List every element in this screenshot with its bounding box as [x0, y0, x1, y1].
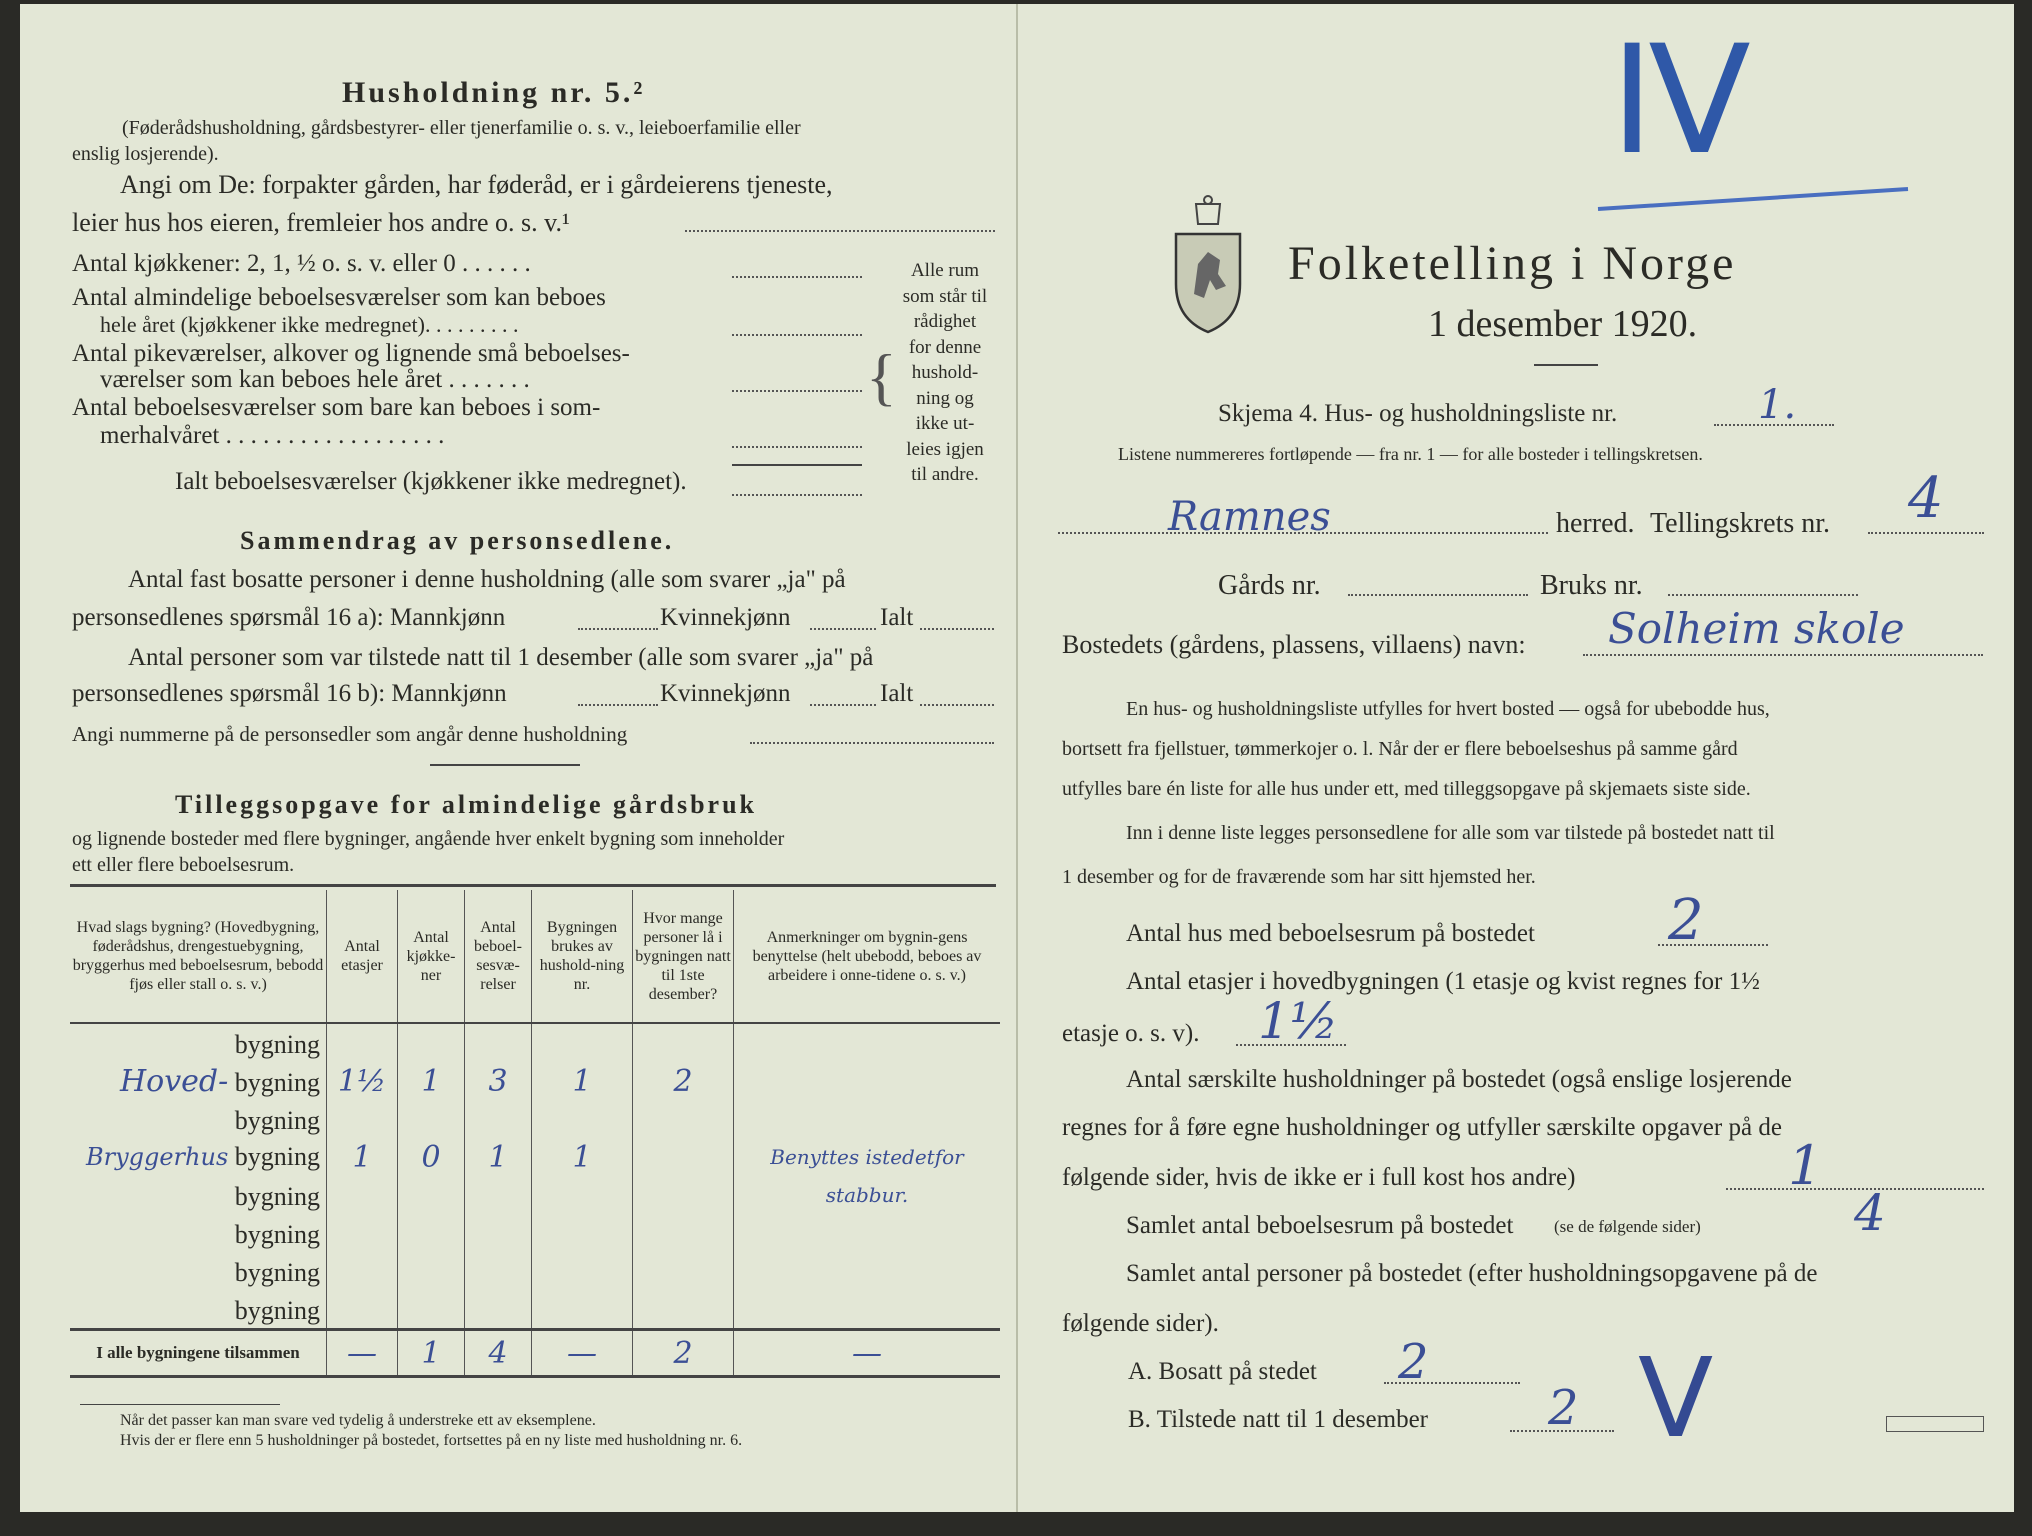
- table-row: bygning stabbur.: [70, 1176, 1000, 1214]
- fill-line-kjokkener: [732, 276, 862, 278]
- tellingskrets-nr: 4: [1908, 466, 1944, 531]
- side-note: Alle rum som står til rådighet for denne hushold- ning og ikke ut- leies igjen til andre.: [902, 260, 988, 485]
- intro-note-1: (Føderådshusholdning, gårdsbestyrer- eller tjenerfamilie o. s. v., leieboerfamilie eller: [122, 117, 801, 139]
- fill-line-ialt: [732, 494, 862, 496]
- roman-numeral: IV: [1610, 14, 1745, 188]
- angi-nummerne: Angi nummerne på de personsedler som angår denne husholdning: [72, 722, 628, 746]
- col-header-anmerkninger: Anmerkninger om bygnin-gens benyttelse (helt ubebodd, beboes av arbeidere i onne-tidene o. s. v.): [734, 890, 1001, 1023]
- summary-line-2: personsedlenes spørsmål 16 a): Mannkjønn: [72, 604, 506, 631]
- left-page: Husholdning nr. 5.² (Føderådshusholdning, gårdsbestyrer- eller tjenerfamilie o. s. v., leieboerfamilie eller enslig losjerende). Angi om De: forpakter gården, har føderåd, er i gårdeierens tjeneste, leier hus hos eieren, fremleier hos andre o. s. v.¹ Antal kjøkkener: 2, 1, ½ o. s. v. eller 0 . . . . . . Antal almindelige beboelsesværelser som kan beboes hele året (kjøkkener ikke medregnet). . . . . . . . . Antal pikeværelser, alkover og lignende små beboelses- værelser som kan beboes hele året . . . . . . . Antal beboelsesværelser som bare kan beboes i som- merhalvåret . . . . . . . . . . . . . . . . . . Ialt beboelsesværelser (kjøkkener ikke medregnet). { Alle rum som står til rådighet for denne hushold- ning og ikke ut- leies igjen til andre. Sammendrag av personsedlene. Antal fast bosatte personer i denne husholdning (alle som svarer „ja" på personsedlenes spørsmål 16 a): Mannkjønn Kvinnekjønn Ialt Antal personer som var tilstede natt til 1 desember (alle som svarer „ja" på personsedlenes spørsmål 16 b): Mannkjønn Kvinnekjønn Ialt Angi nummerne på de personsedler som angår denne husholdning Tilleggsopgave for almindelige gårdsbruk og lignende bosteder med flere bygninger, angående hver enkelt bygning som inneholder ett eller flere beboelsesrum. Hvad slags bygning? (Hovedbygning, føderådshus, drengestuebygning, bryggerhus med beboelsesrum, bebodd fjøs eller stall o. s. v.) Antal etasjer Antal kjøkke-ner Antal beboel-sesvæ-relser Bygningen brukes av hushold-ning nr. Hvor mange personer lå i bygningen natt til 1ste desember? Anmerkninger om bygnin-gens benyttelse (helt ubebodd, beboes av arbeidere i onne-tidene o. s. v.) bygning Hoved- bygning 1½ 1 3 1 2 bygning Bryggerhus bygning 1 0 1 1 Benyttes istedetfor bygning stabbur. bygning bygning bygning I alle bygningene tilsammen — 1 4 — 2 — Når det passer kan man svare ved tydelig å understreke ett av eksemplene. Hvis der er flere enn 5 husholdninger på bostedet, fortsettes på en ny liste med husholdning nr. 6.: [20, 4, 1018, 1512]
- bosatt-label: A. Bosatt på stedet: [1128, 1358, 1317, 1385]
- instruction-4: Inn i denne liste legges personsedlene for alle som var tilstede på bostedet natt til: [1126, 822, 1775, 844]
- sarskilte-line-2: regnes for å føre egne husholdninger og utfyller særskilte opgaver på de: [1062, 1114, 1782, 1141]
- table-row: bygning: [70, 1023, 1000, 1062]
- coat-of-arms-icon: [1168, 194, 1248, 334]
- table-row: bygning: [70, 1100, 1000, 1138]
- sarskilte-value: 1: [1788, 1134, 1823, 1197]
- antal-hus-value: 2: [1668, 888, 1704, 953]
- census-title: Folketelling i Norge: [1288, 237, 1737, 290]
- antal-hus-label: Antal hus med beboelsesrum på bostedet: [1126, 920, 1535, 947]
- skjema-label: Skjema 4. Hus- og husholdningsliste nr.: [1218, 400, 1618, 427]
- etasjer-value: 1½: [1258, 992, 1339, 1050]
- room-line-5: værelser som kan beboes hele året . . . . . . .: [100, 366, 530, 393]
- samlet-pers-line-2: følgende sider).: [1062, 1310, 1219, 1337]
- table-row: bygning: [70, 1252, 1000, 1290]
- printer-stamp: [1886, 1416, 1984, 1432]
- ialt-label-a: Ialt: [880, 604, 914, 631]
- instruction-2: bortsett fra fjellstuer, tømmerkojer o. l. Når der er flere beboelseshus på samme gård: [1062, 738, 1738, 760]
- divider: [430, 764, 580, 766]
- household-title: Husholdning nr. 5.²: [342, 76, 646, 109]
- intro-note-2: enslig losjerende).: [72, 143, 219, 165]
- tilstede-value: 2: [1548, 1380, 1579, 1436]
- room-line-3: hele året (kjøkkener ikke medregnet). . . . . . . . .: [100, 312, 519, 337]
- col-header-kjokkener: Antal kjøkke-ner: [398, 890, 465, 1023]
- sum-rule: [732, 464, 862, 466]
- table-total-row: I alle bygningene tilsammen — 1 4 — 2 —: [70, 1330, 1000, 1377]
- angi-line-2: leier hus hos eieren, fremleier hos andre o. s. v.¹: [72, 208, 570, 237]
- footnote-1: Når det passer kan man svare ved tydelig å understreke ett av eksemplene.: [120, 1412, 596, 1429]
- col-header-personer: Hvor mange personer lå i bygningen natt til 1ste desember?: [633, 890, 734, 1023]
- instruction-1: En hus- og husholdningsliste utfylles for hvert bosted — også for ubebodde hus,: [1126, 698, 1770, 720]
- fill-line-pikevaerelser: [732, 390, 862, 392]
- right-page: [1018, 4, 2014, 1512]
- bruks-label: Bruks nr.: [1540, 570, 1643, 601]
- summary-line-4: personsedlenes spørsmål 16 b): Mannkjønn: [72, 680, 507, 707]
- herred-value: Ramnes: [1168, 494, 1331, 540]
- kvinnekjonn-label-b: Kvinnekjønn: [660, 680, 791, 707]
- gards-label: Gårds nr.: [1218, 570, 1321, 601]
- samlet-pers-line-1: Samlet antal personer på bostedet (efter husholdningsopgavene på de: [1126, 1260, 1818, 1287]
- instruction-5: 1 desember og for de fraværende som har sitt hjemsted her.: [1062, 866, 1536, 888]
- tillegg-line-2: ett eller flere beboelsesrum.: [72, 854, 295, 876]
- herred-label: herred.: [1556, 508, 1635, 539]
- summary-line-1: Antal fast bosatte personer i denne husholdning (alle som svarer „ja" på: [128, 566, 846, 593]
- ialt-label-b: Ialt: [880, 680, 914, 707]
- table-row: bygning: [70, 1214, 1000, 1252]
- samlet-rum-label: Samlet antal beboelsesrum på bostedet: [1126, 1212, 1514, 1239]
- room-line-6: Antal beboelsesværelser som bare kan beboes i som-: [72, 394, 601, 421]
- bostedets-value: Solheim skole: [1608, 604, 1905, 653]
- room-line-4: Antal pikeværelser, alkover og lignende små beboelses-: [72, 340, 630, 367]
- tilstede-label: B. Tilstede natt til 1 desember: [1128, 1406, 1428, 1433]
- angi-fill-line: [685, 230, 995, 232]
- tillegg-title: Tilleggsopgave for almindelige gårdsbruk: [175, 790, 758, 819]
- skjema-nr: 1.: [1758, 382, 1797, 428]
- bosatt-value: 2: [1398, 1334, 1429, 1390]
- col-header-etasjer: Antal etasjer: [327, 890, 398, 1023]
- col-header-husholdning: Bygningen brukes av hushold-ning nr.: [532, 890, 633, 1023]
- listene-note: Listene nummereres fortløpende — fra nr. 1 — for alle bosteder i tellingskretsen.: [1118, 444, 1703, 464]
- room-line-7: merhalvåret . . . . . . . . . . . . . . . . . .: [100, 422, 445, 449]
- bostedets-label: Bostedets (gårdens, plassens, villaens) navn:: [1062, 630, 1526, 659]
- sarskilte-line-3: følgende sider, hvis de ikke er i full kost hos andre): [1062, 1164, 1576, 1191]
- etasjer-line-1: Antal etasjer i hovedbygningen (1 etasje og kvist regnes for 1½: [1126, 968, 1760, 995]
- sarskilte-line-1: Antal særskilte husholdninger på bostedet (også enslige losjerende: [1126, 1066, 1792, 1093]
- footnote-2: Hvis der er flere enn 5 husholdninger på bostedet, fortsettes på en ny liste med husholdning nr. 6.: [120, 1432, 743, 1449]
- tellingskrets-label: Tellingskrets nr.: [1650, 508, 1831, 539]
- summary-line-3: Antal personer som var tilstede natt til 1 desember (alle som svarer „ja" på: [128, 644, 874, 671]
- census-date: 1 desember 1920.: [1428, 303, 1698, 345]
- angi-line-1: Angi om De: forpakter gården, har føderåd, er i gårdeierens tjeneste,: [120, 170, 833, 199]
- kvinnekjonn-label-a: Kvinnekjønn: [660, 604, 791, 631]
- etasjer-line-2: etasje o. s. v).: [1062, 1020, 1200, 1047]
- fill-line-almindelige: [732, 334, 862, 336]
- col-header-vaerelser: Antal beboel-sesvæ-relser: [465, 890, 532, 1023]
- table-row: bygning: [70, 1290, 1000, 1330]
- table-row: Hoved- bygning 1½ 1 3 1 2: [70, 1062, 1000, 1100]
- check-mark: V: [1638, 1334, 1714, 1462]
- room-line-1: Antal kjøkkener: 2, 1, ½ o. s. v. eller 0 . . . . . .: [72, 250, 531, 277]
- samlet-rum-value: 4: [1854, 1184, 1886, 1242]
- summary-title: Sammendrag av personsedlene.: [240, 526, 675, 555]
- room-line-2: Antal almindelige beboelsesværelser som kan beboes: [72, 284, 606, 311]
- table-row: Bryggerhus bygning 1 0 1 1 Benyttes istedetfor: [70, 1138, 1000, 1176]
- ialt-rooms: Ialt beboelsesværelser (kjøkkener ikke medregnet).: [175, 468, 687, 495]
- samlet-rum-note: (se de følgende sider): [1554, 1217, 1701, 1236]
- tillegg-line-1: og lignende bosteder med flere bygninger, angående hver enkelt bygning som inneholder: [72, 828, 785, 850]
- fill-line-sommer: [732, 446, 862, 448]
- col-header-type: Hvad slags bygning? (Hovedbygning, føderådshus, drengestuebygning, bryggerhus med beboelsesrum, bebodd fjøs eller stall o. s. v.): [70, 890, 327, 1023]
- building-table: [70, 890, 1000, 1378]
- instruction-3: utfylles bare én liste for alle hus under ett, med tilleggsopgave på skjemaets siste side.: [1062, 778, 1751, 800]
